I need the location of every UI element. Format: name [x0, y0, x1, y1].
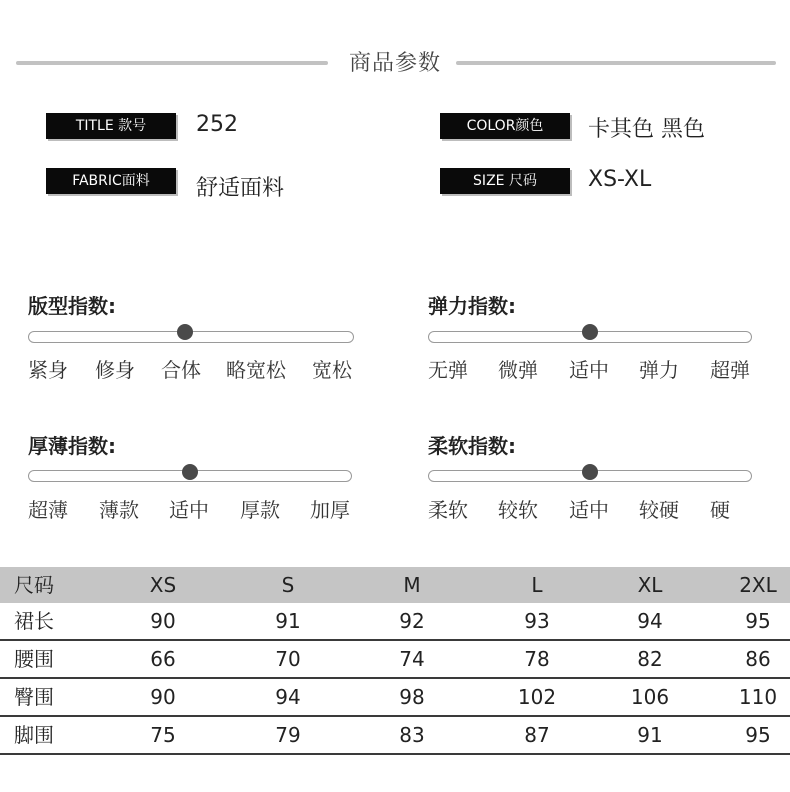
softness-index-knob: [582, 464, 598, 480]
thickness-level-1: 超薄: [28, 498, 68, 522]
elasticity-level-2: 微弹: [498, 358, 538, 382]
table-cell: 102: [517, 685, 557, 709]
row-label: 脚围: [14, 723, 54, 747]
thickness-level-3: 适中: [169, 498, 209, 522]
color-value: 卡其色 黑色: [588, 117, 705, 142]
row-label: 臀围: [14, 685, 54, 709]
table-cell: 95: [745, 723, 771, 747]
table-cell: 70: [275, 647, 301, 671]
softness-level-3: 适中: [569, 498, 609, 522]
thickness-index-title: 厚薄指数:: [28, 434, 116, 458]
size-value: XS-XL: [588, 167, 652, 192]
table-cell: 91: [275, 609, 301, 633]
softness-level-4: 较硬: [639, 498, 679, 522]
table-cell: 66: [150, 647, 176, 671]
elasticity-index-title: 弹力指数:: [428, 294, 516, 318]
table-cell: 98: [399, 685, 425, 709]
header-cell: 尺码: [14, 573, 54, 597]
fit-level-1: 紧身: [28, 358, 68, 382]
fit-level-5: 宽松: [312, 358, 352, 382]
elasticity-level-1: 无弹: [428, 358, 468, 382]
row-label: 腰围: [14, 647, 54, 671]
size-tag: SIZE 尺码: [440, 168, 570, 194]
table-row: [0, 679, 790, 717]
table-cell: 78: [524, 647, 550, 671]
table-cell: 82: [637, 647, 663, 671]
softness-level-5: 硬: [710, 498, 730, 522]
thickness-level-4: 厚款: [240, 498, 280, 522]
header-cell: XS: [149, 573, 177, 597]
table-cell: 83: [399, 723, 425, 747]
table-cell: 106: [630, 685, 670, 709]
elasticity-level-5: 超弹: [710, 358, 750, 382]
fabric-tag: FABRIC面料: [46, 168, 176, 194]
table-cell: 92: [399, 609, 425, 633]
table-row: [0, 717, 790, 755]
header-cell: M: [403, 573, 421, 597]
title-tag: TITLE 款号: [46, 113, 176, 139]
table-cell: 90: [150, 685, 176, 709]
fit-level-4: 略宽松: [226, 358, 286, 382]
softness-index-title: 柔软指数:: [428, 434, 516, 458]
table-cell: 94: [275, 685, 301, 709]
header-cell: S: [281, 573, 295, 597]
fabric-value: 舒适面料: [196, 176, 285, 201]
fit-index-title: 版型指数:: [28, 294, 116, 318]
table-cell: 86: [745, 647, 771, 671]
thickness-level-5: 加厚: [310, 498, 350, 522]
header-cell: L: [531, 573, 543, 597]
table-cell: 90: [150, 609, 176, 633]
table-row: [0, 641, 790, 679]
table-cell: 74: [399, 647, 425, 671]
section-title: 商品参数: [348, 51, 441, 76]
size-table: [0, 567, 790, 755]
elasticity-level-4: 弹力: [639, 358, 679, 382]
elasticity-index-knob: [582, 324, 598, 340]
fit-level-2: 修身: [95, 358, 135, 382]
table-cell: 110: [738, 685, 778, 709]
elasticity-level-3: 适中: [569, 358, 609, 382]
table-row: [0, 603, 790, 641]
softness-level-1: 柔软: [428, 498, 468, 522]
row-label: 裙长: [14, 609, 54, 633]
header-cell: XL: [637, 573, 663, 597]
table-cell: 79: [275, 723, 301, 747]
table-cell: 91: [637, 723, 663, 747]
fit-level-3: 合体: [161, 358, 201, 382]
softness-level-2: 较软: [498, 498, 538, 522]
title-value: 252: [196, 112, 238, 137]
color-tag: COLOR颜色: [440, 113, 570, 139]
table-cell: 94: [637, 609, 663, 633]
table-cell: 75: [150, 723, 176, 747]
thickness-level-2: 薄款: [99, 498, 139, 522]
size-table-header: [0, 567, 790, 603]
table-cell: 87: [524, 723, 550, 747]
header-cell: 2XL: [739, 573, 777, 597]
table-cell: 93: [524, 609, 550, 633]
fit-index-knob: [177, 324, 193, 340]
thickness-index-knob: [182, 464, 198, 480]
table-cell: 95: [745, 609, 771, 633]
